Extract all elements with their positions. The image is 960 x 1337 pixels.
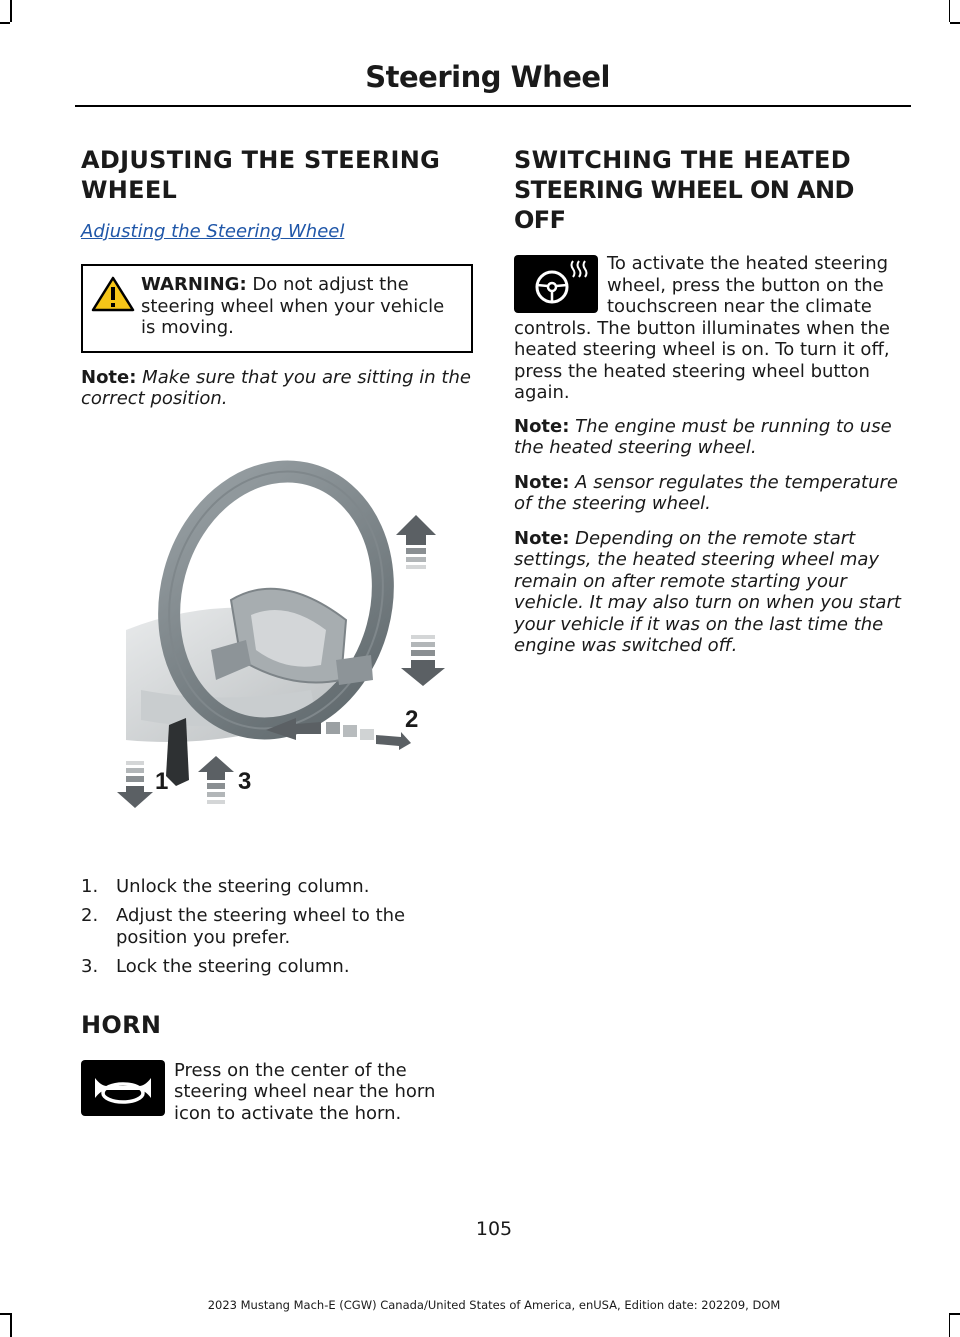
horn-icon [81, 1060, 165, 1116]
note [514, 416, 906, 459]
heated-intro-block [514, 253, 906, 404]
note-label: Note: [81, 366, 137, 388]
note [514, 472, 906, 515]
header-rule [75, 105, 911, 107]
crop-mark [949, 0, 951, 22]
crop-mark [949, 1313, 951, 1337]
crop-mark [10, 1313, 12, 1337]
step-text: Lock the steering column. [116, 956, 350, 977]
note-label: Note: [514, 527, 570, 549]
crop-mark [10, 0, 12, 22]
warning-triangle-icon [91, 276, 135, 312]
heated-steering-wheel-icon [514, 255, 598, 313]
crop-mark [0, 22, 10, 24]
left-column [81, 145, 473, 1130]
steering-wheel-illustration [81, 450, 473, 840]
heated-heading [514, 145, 906, 235]
steps-list [81, 876, 473, 978]
step-number: 3. [81, 956, 99, 977]
telescope-arrow [266, 718, 411, 750]
crop-mark [950, 22, 960, 24]
heading-line: SWITCHING THE HEATED [514, 146, 851, 174]
step-number: 2. [81, 905, 99, 926]
steering-wheel-image [81, 450, 473, 840]
list-item [81, 876, 473, 898]
heading-line: ADJUSTING THE STEERING [81, 146, 441, 174]
lock-up-arrow [198, 756, 234, 804]
note-label: Note: [514, 415, 570, 437]
list-item [81, 956, 473, 978]
tilt-up-arrow [396, 515, 436, 569]
note-label: Note: [514, 471, 570, 493]
warning-box [81, 264, 473, 353]
tilt-down-arrow [401, 635, 445, 686]
page-header-title: Steering Wheel [365, 60, 610, 94]
note-text: Depending on the remote start settings, the heated steering wheel may remain on after remote starting your vehicle. It may also turn on when you start your vehicle if it was on the last time the engine was switched off. [514, 527, 901, 656]
crop-mark [950, 1313, 960, 1315]
callout-1: 1 [155, 767, 169, 795]
unlock-down-arrow [117, 761, 153, 808]
heated-intro-text: To activate the heated steering wheel, press the button on the touchscreen near the climate controls. The button illuminates when the heated steering wheel is on. To turn it off, press the heated steering wheel button again. [514, 253, 890, 403]
right-column [514, 145, 906, 670]
crop-mark [0, 1313, 10, 1315]
page-number: 105 [475, 1218, 513, 1240]
step-number: 1. [81, 875, 99, 897]
step-text: Adjust the steering wheel to the position you prefer. [116, 905, 406, 948]
note [514, 528, 906, 657]
step-text: Unlock the steering column. [116, 875, 370, 897]
note-text: Make sure that you are sitting in the correct position. [81, 366, 471, 409]
list-item [81, 905, 473, 948]
warning-label: WARNING: [141, 274, 247, 295]
horn-heading: HORN [81, 1010, 162, 1039]
note-text: A sensor regulates the temperature of the steering wheel. [514, 471, 898, 514]
callout-3: 3 [238, 767, 252, 795]
adjusting-heading [81, 145, 473, 205]
horn-text: Press on the center of the steering wheel near the horn icon to activate the horn. [174, 1059, 436, 1124]
adjusting-link[interactable]: Adjusting the Steering Wheel [81, 221, 345, 242]
callout-2: 2 [405, 705, 419, 733]
footer-edition: 2023 Mustang Mach-E (CGW) Canada/United States of America, enUSA, Edition date: 202209, DOM [207, 1298, 781, 1312]
note-text: The engine must be running to use the heated steering wheel. [514, 415, 892, 458]
warning-text [93, 274, 461, 339]
note [81, 367, 473, 410]
heading-line: WHEEL [81, 176, 178, 204]
warning-body: Do not adjust the steering wheel when your vehicle is moving. [141, 274, 445, 338]
horn-row [81, 1060, 473, 1130]
heading-line: STEERING WHEEL ON AND OFF [514, 176, 854, 234]
